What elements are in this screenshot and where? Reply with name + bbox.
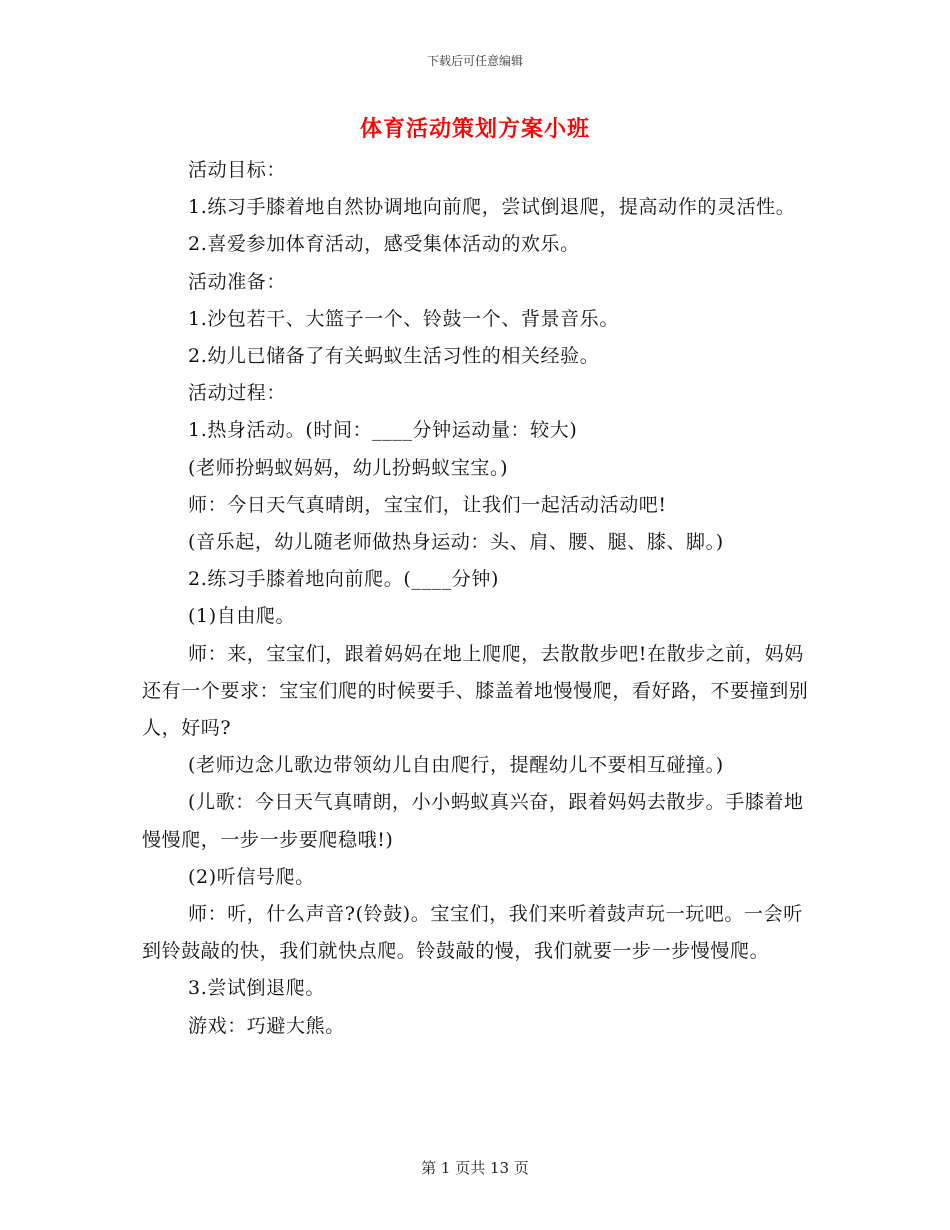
preparation-item-1: 1.沙包若干、大篮子一个、铃鼓一个、背景音乐。 [188, 307, 619, 330]
teacher-line: 师：来，宝宝们，跟着妈妈在地上爬爬，去散散步吧!在散步之前，妈妈还有一个要求：宝宝们爬的时候要手、膝盖着地慢慢爬，看好路，不要撞到别人，好吗? [142, 642, 809, 740]
preparation-item-2: 2.幼儿已储备了有关蚂蚁生活习性的相关经验。 [188, 345, 600, 368]
sub-step-2: (2)听信号爬。 [188, 865, 315, 888]
goal-item-2: 2.喜爱参加体育活动，感受集体活动的欢乐。 [188, 233, 580, 256]
process-note: (老师扮蚂蚁妈妈，幼儿扮蚂蚁宝宝。) [188, 456, 509, 479]
process-step-2: 2.练习手膝着地向前爬。(____分钟) [188, 568, 499, 591]
process-step-1: 1.热身活动。(时间：____分钟运动量：较大) [188, 419, 578, 442]
process-note: (老师边念儿歌边带领幼儿自由爬行，提醒幼儿不要相互碰撞。) [188, 754, 724, 777]
nursery-rhyme: (儿歌：今日天气真晴朗，小小蚂蚁真兴奋，跟着妈妈去散步。手膝着地慢慢爬，一步一步要爬稳哦!) [142, 791, 804, 851]
document-body [142, 152, 812, 1045]
process-step-3: 3.尝试倒退爬。 [188, 977, 325, 1000]
teacher-line: 师：听，什么声音?(铃鼓)。宝宝们，我们来听着鼓声玩一玩吧。一会听到铃鼓敲的快，我们就快点爬。铃鼓敲的慢，我们就要一步一步慢慢爬。 [142, 903, 803, 963]
game-line: 游戏：巧避大熊。 [188, 1014, 345, 1037]
section-heading-goals: 活动目标： [188, 159, 287, 181]
section-heading-preparation: 活动准备： [188, 270, 287, 293]
sub-step-1: (1)自由爬。 [188, 605, 296, 628]
page-footer: 第 1 页共 13 页 [421, 1159, 529, 1177]
goal-item-1: 1.练习手膝着地自然协调地向前爬，尝试倒退爬，提高动作的灵活性。 [188, 196, 796, 219]
document-title: 体育活动策划方案小班 [359, 116, 590, 142]
teacher-line: 师：今日天气真晴朗，宝宝们，让我们一起活动活动吧! [188, 493, 667, 516]
page-header: 下载后可任意编辑 [426, 54, 523, 68]
section-heading-process: 活动过程： [188, 382, 287, 405]
process-note: (音乐起，幼儿随老师做热身运动：头、肩、腰、腿、膝、脚。) [188, 531, 724, 554]
